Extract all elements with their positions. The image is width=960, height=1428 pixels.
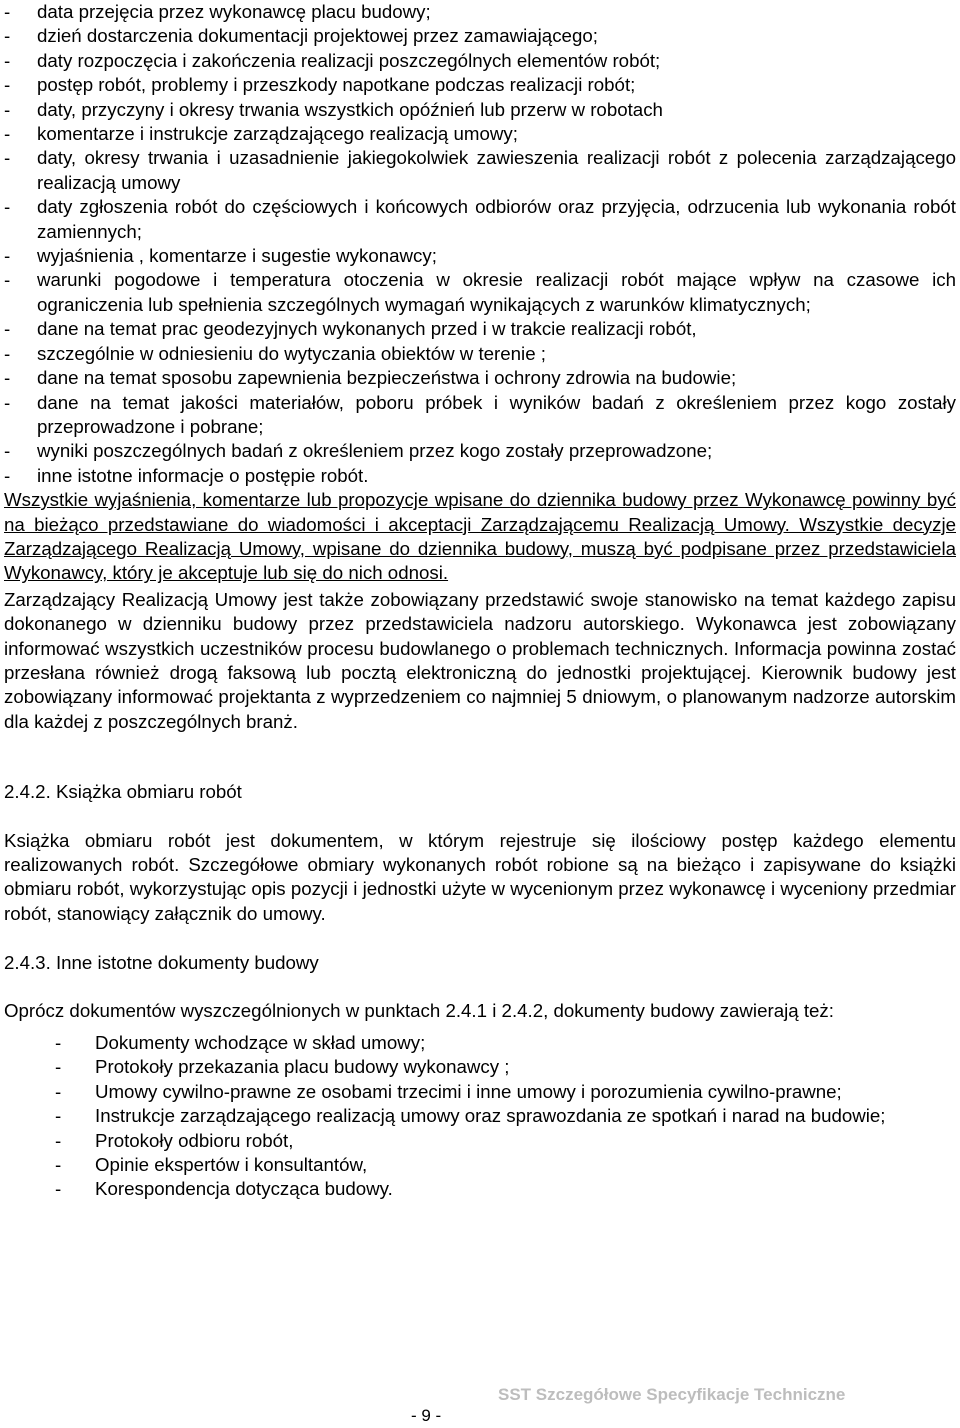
document-page xyxy=(4,0,956,1202)
list-item: - warunki pogodowe i temperatura otoczenia w okresie realizacji robót mające wpływ na czasowe ich ograniczenia lub spełnienia szczególnych wymagań wynikających z warunków klimatycznych; xyxy=(4,268,956,317)
list-item: - daty, okresy trwania i uzasadnienie jakiegokolwiek zawieszenia realizacji robót z polecenia zarządzającego realizacją umowy xyxy=(4,146,956,195)
footer-title: SST Szczegółowe Specyfikacje Techniczne xyxy=(498,1385,846,1404)
list-item: - wyjaśnienia , komentarze i sugestie wykonawcy; xyxy=(4,244,956,268)
list-item: - dzień dostarczenia dokumentacji projektowej przez zamawiającego; xyxy=(4,24,956,48)
paragraph-supervisor-duties: Zarządzający Realizacją Umowy jest także zobowiązany przedstawić swoje stanowisko na temat każdego zapisu dokonanego w dzienniku budowy przez przedstawiciela nadzoru autorskiego. Wykonawca jest zobowiązany informować wszystkich uczestników procesu budowlanego o problemach technicznych. Informacja powinna zostać przesłana również drogą faksową lub pocztą elektroniczną do jednostki projektującej. Kierownik budowy jest zobowiązany informować projektanta z wyprzedzeniem co najmniej 5 dniowym, o planowanym nadzorze autorskim dla każdej z poszczególnych branż. xyxy=(4,588,956,732)
list-item: - szczególnie w odniesieniu do wytyczania obiektów w terenie ; xyxy=(4,342,956,366)
list-item: - postęp robót, problemy i przeszkody napotkane podczas realizacji robót; xyxy=(4,73,956,97)
list-item: - Protokoły odbioru robót, xyxy=(4,1129,956,1153)
section-heading-other-documents: 2.4.3. Inne istotne dokumenty budowy xyxy=(4,952,319,974)
underlined-paragraph: Wszystkie wyjaśnienia, komentarze lub propozycje wpisane do dziennika budowy przez Wykonawcę powinny być na bieżąco przedstawiane do wiadomości i akceptacji Zarządzającemu Realizacją Umowy. Wszystkie decyzje Zarządzającego Realizacją Umowy, wpisane do dziennika budowy, muszą być podpisane przez przedstawiciela Wykonawcy, który je akceptuje lub się do nich odnosi. xyxy=(4,489,956,584)
paragraph-other-documents: Oprócz dokumentów wyszczególnionych w punktach 2.4.1 i 2.4.2, dokumenty budowy zawierają też: xyxy=(4,999,834,1021)
list-item: - daty, przyczyny i okresy trwania wszystkich opóźnień lub przerw w robotach xyxy=(4,98,956,122)
documents-list xyxy=(4,1031,956,1202)
list-item: - Opinie ekspertów i konsultantów, xyxy=(4,1153,956,1177)
page-number: - 9 - xyxy=(411,1406,442,1425)
list-item: - Korespondencja dotycząca budowy. xyxy=(4,1177,956,1201)
list-item: - Dokumenty wchodzące w skład umowy; xyxy=(4,1031,956,1055)
list-item: - komentarze i instrukcje zarządzającego realizacją umowy; xyxy=(4,122,956,146)
list-item: - inne istotne informacje o postępie robót. xyxy=(4,464,956,488)
section-heading-measurement-book: 2.4.2. Książka obmiaru robót xyxy=(4,781,242,803)
paragraph-measurement-book: Książka obmiaru robót jest dokumentem, w którym rejestruje się ilościowy postęp każdego elementu realizowanych robót. Szczegółowe obmiary wykonanych robót robione są na bieżąco i zapisywane do książki obmiaru robót, wykorzystując opis pozycji i jednostki użyte w wycenionym przez wykonawcę i wyceniony przedmiar robót, stanowiący załącznik do umowy. xyxy=(4,829,956,924)
list-item: - data przejęcia przez wykonawcę placu budowy; xyxy=(4,0,956,24)
list-item: - daty zgłoszenia robót do częściowych i końcowych odbiorów oraz przyjęcia, odrzucenia lub wykonania robót zamiennych; xyxy=(4,195,956,244)
list-item: - dane na temat sposobu zapewnienia bezpieczeństwa i ochrony zdrowia na budowie; xyxy=(4,366,956,390)
list-item: - dane na temat prac geodezyjnych wykonanych przed i w trakcie realizacji robót, xyxy=(4,317,956,341)
list-item: - daty rozpoczęcia i zakończenia realizacji poszczególnych elementów robót; xyxy=(4,49,956,73)
list-item: - Instrukcje zarządzającego realizacją umowy oraz sprawozdania ze spotkań i narad na budowie; xyxy=(4,1104,956,1128)
list-item: - wyniki poszczególnych badań z określeniem przez kogo zostały przeprowadzone; xyxy=(4,439,956,463)
list-item: - dane na temat jakości materiałów, poboru próbek i wyników badań z określeniem przez kogo zostały przeprowadzone i pobrane; xyxy=(4,391,956,440)
diary-entries-list xyxy=(4,0,956,488)
list-item: - Protokoły przekazania placu budowy wykonawcy ; xyxy=(4,1055,956,1079)
list-item: - Umowy cywilno-prawne ze osobami trzecimi i inne umowy i porozumienia cywilno-prawne; xyxy=(4,1080,956,1104)
